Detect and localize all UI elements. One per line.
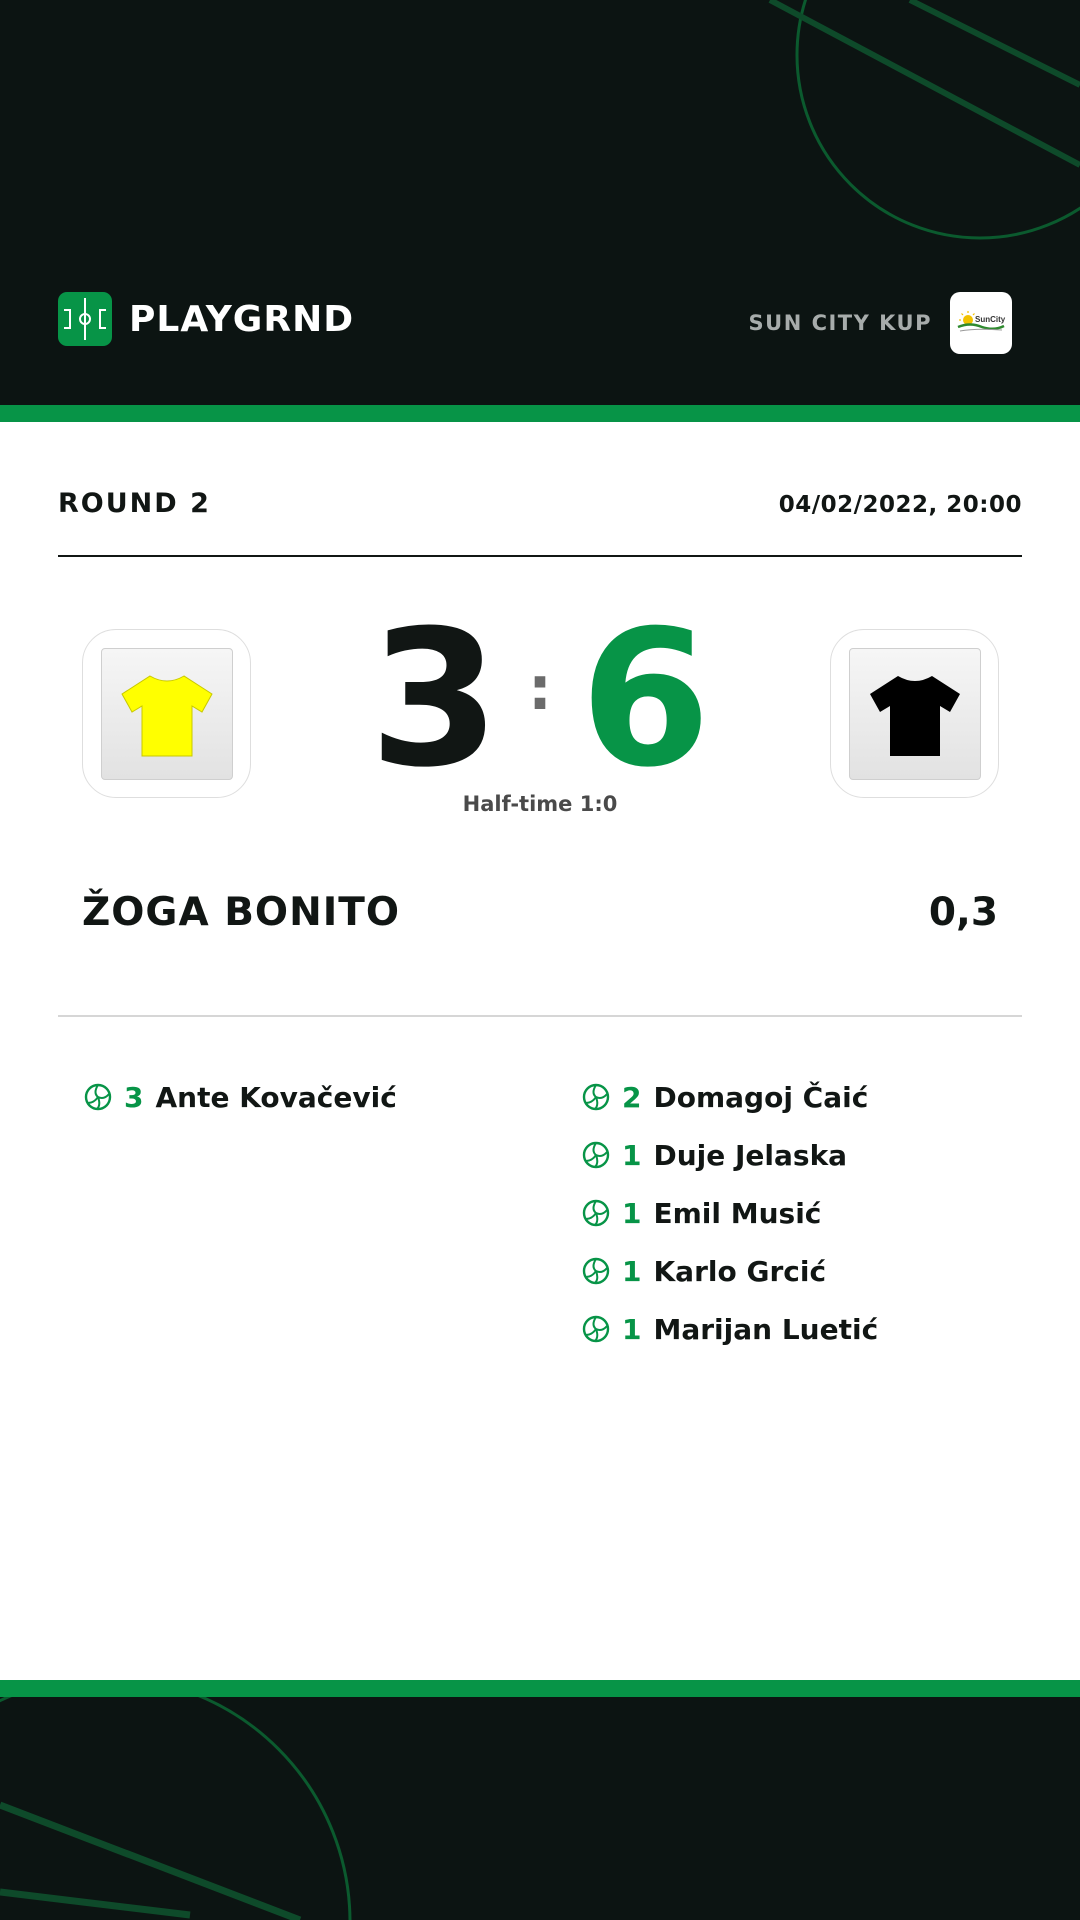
divider: [58, 555, 1022, 557]
scorer-name: Emil Musić: [653, 1196, 822, 1230]
scorer-item: [582, 1184, 878, 1242]
home-scorers-list: [84, 1068, 397, 1126]
scorer-goals: 1: [622, 1312, 642, 1346]
football-icon: [84, 1083, 112, 1111]
scorer-goals: 2: [622, 1080, 642, 1114]
brand: [58, 292, 354, 346]
brand-name: PLAYGRND: [129, 298, 355, 340]
team-name: ŽOGA BONITO: [82, 890, 400, 935]
pitch-lines-decoration: [0, 1697, 1080, 1920]
away-score: 6: [580, 590, 711, 809]
football-icon: [582, 1199, 610, 1227]
scorer-name: Karlo Grcić: [653, 1254, 827, 1288]
accent-bar-top: [0, 405, 1080, 422]
scorer-goals: 1: [622, 1254, 642, 1288]
home-score: 3: [369, 590, 500, 809]
scorer-goals: 3: [124, 1080, 144, 1114]
football-icon: [582, 1083, 610, 1111]
accent-bar-bottom: [0, 1680, 1080, 1697]
away-scorers-list: [582, 1068, 878, 1358]
scorer-name: Ante Kovačević: [155, 1080, 397, 1114]
halftime-score: Half-time 1:0: [462, 792, 618, 816]
scorer-item: [582, 1068, 878, 1126]
football-icon: [582, 1141, 610, 1169]
divider: [58, 1015, 1022, 1017]
scorer-item: [582, 1300, 878, 1358]
scorer-goals: 1: [622, 1196, 642, 1230]
scorer-name: Domagoj Čaić: [653, 1080, 869, 1114]
scoreline: [0, 590, 1080, 813]
cup-name: SUN CITY KUP: [748, 311, 932, 335]
footer-banner: [0, 1697, 1080, 1920]
team-value: 0,3: [928, 890, 998, 935]
match-datetime: 04/02/2022, 20:00: [778, 492, 1022, 518]
cup-info: [749, 292, 1012, 354]
scorer-goals: 1: [622, 1138, 642, 1172]
round-label: ROUND 2: [58, 488, 211, 519]
scorer-item: [582, 1126, 878, 1184]
scorer-item: [84, 1068, 397, 1126]
scorer-item: [582, 1242, 878, 1300]
scorer-name: Duje Jelaska: [653, 1138, 848, 1172]
score-separator: :: [528, 653, 552, 724]
header-banner: [0, 0, 1080, 405]
cup-logo-text: SunCity: [975, 315, 1006, 324]
pitch-icon: [58, 292, 112, 346]
cup-logo: [950, 292, 1012, 354]
football-icon: [582, 1257, 610, 1285]
football-icon: [582, 1315, 610, 1343]
scorer-name: Marijan Luetić: [653, 1312, 879, 1346]
